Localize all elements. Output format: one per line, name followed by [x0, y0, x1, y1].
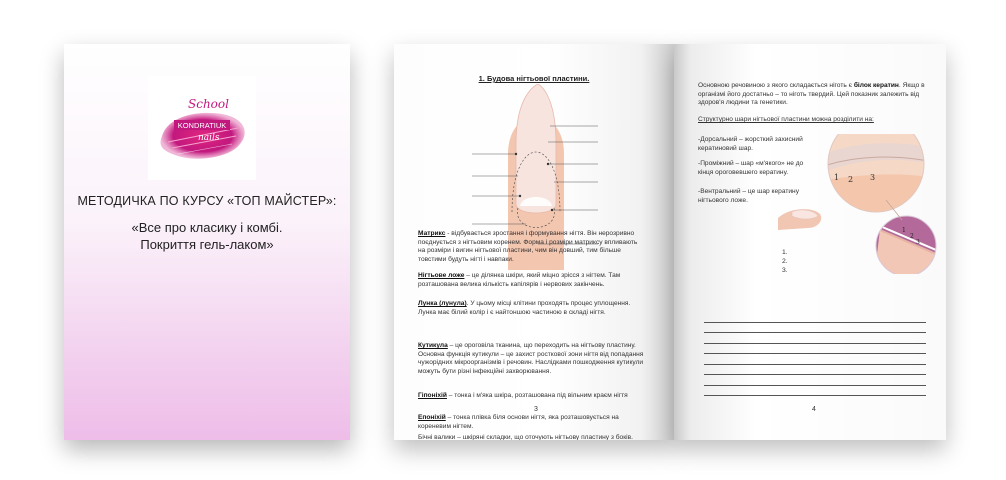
- keratin-intro-c: . Якщо в організмі його достатньо – то ніготь твердий. Цей показник залежить від здоров'я людини та генетики.: [698, 82, 925, 107]
- layer-dorsal: -Дорсальний – жорсткий захисний кератиновий шар.: [698, 136, 803, 152]
- writing-line: [704, 323, 926, 334]
- page-number-left: 3: [534, 406, 538, 413]
- cover-subtitle-line-2: Покриття гель-лаком»: [140, 237, 274, 252]
- photo-label-2: 2: [848, 175, 854, 184]
- list-item: 2.: [782, 258, 788, 265]
- page-3: [394, 44, 674, 440]
- zoom-label-2: 2: [910, 233, 914, 240]
- brochure-cover: [64, 44, 350, 440]
- writing-line: [704, 386, 926, 397]
- keratin-intro: [698, 82, 930, 108]
- nail-bed-paragraph: [418, 272, 646, 289]
- nail-bed-text: – це ділянка шкіри, який міцно зрісся з нігтем. Там розташована велика кількість капілярів і нервових закінчень.: [418, 272, 621, 288]
- hyponychium-term: Гіпоніхій: [418, 392, 447, 399]
- writing-line: [704, 354, 926, 365]
- photo-label-3: 3: [870, 173, 876, 182]
- eponychium-text: – тонка плівка біля основи нігтя, яка розташовується на кореневим нігтем.: [418, 414, 619, 430]
- page-heading: 1. Будова нігтьової пластини.: [478, 74, 590, 83]
- photo-label-1: 1: [834, 173, 840, 182]
- layer-ventral: -Вентральний – це шар кератину нігтьового ложе.: [698, 188, 799, 204]
- page-number-right: 4: [812, 406, 816, 413]
- cuticle-text: – це ороговіла тканина, що переходить на нігтьову пластину. Основна функція кутикули – це захист росткової зони нігтя від попадання чужорідних мікроорганізмів і речовин. Наслідками пошкодження кутикули можуть бути різні інфекційні захворювання.: [418, 342, 644, 375]
- lunula-term: Лунка (лунула): [418, 300, 467, 307]
- cover-subtitle: [84, 219, 330, 253]
- logo-nails-text: nails: [198, 133, 220, 143]
- list-item: 3.: [782, 267, 788, 274]
- writing-line: [704, 375, 926, 386]
- list-item: 1.: [782, 249, 788, 256]
- logo-school-text: School: [188, 97, 229, 111]
- cuticle-paragraph: [418, 342, 646, 376]
- zoom-label-1: 1: [902, 227, 906, 234]
- writing-line: [704, 312, 926, 323]
- layers-numbered-list: [782, 248, 788, 275]
- lunula-paragraph: [418, 300, 646, 317]
- finger-illustration: [778, 204, 822, 234]
- hyponychium-paragraph: [418, 392, 646, 401]
- writing-line: [704, 365, 926, 376]
- writing-lines: [704, 312, 926, 396]
- school-logo: [148, 76, 256, 180]
- cover-title: МЕТОДИЧКА ПО КУРСУ «ТОП МАЙСТЕР»:: [77, 194, 337, 208]
- writing-line: [704, 333, 926, 344]
- eponychium-term: Епоніхій: [418, 414, 446, 421]
- cut-off-paragraph: Бічні валики – шкіряні складки, що оточують нігтьову пластину з боків.: [418, 434, 633, 440]
- writing-line: [704, 344, 926, 355]
- nail-bed-term: Нігтьове ложе: [418, 272, 465, 279]
- matrix-text: - відбувається зростання і формування нігтя. Він нерозривно поєднується з нігтьовим коренем. Форма і розміри матриксу впливають на розміри і вигин нігтьової пластини, чим він довший, тим більше товстими будуть нігті і навпаки.: [418, 230, 638, 263]
- cuticle-term: Кутикула: [418, 342, 448, 349]
- cover-subtitle-line-1: «Все про класику і комбі.: [131, 220, 283, 235]
- hyponychium-text: – тонка і м'яка шкіра, розташована під вільним краєм нігтя: [446, 392, 628, 399]
- structure-heading: Структурно шари нігтьової пластини можна розділити на:: [698, 116, 874, 123]
- logo-brand-text: KONDRATIUK: [177, 121, 227, 130]
- matrix-paragraph: [418, 230, 646, 264]
- keratin-intro-a: Основною речовиною з якого складається ніготь є: [698, 82, 854, 89]
- page-4: [674, 44, 946, 440]
- matrix-term: Матрикс: [418, 230, 446, 237]
- zoom-label-3: 3: [916, 239, 920, 246]
- eponychium-paragraph: [418, 414, 646, 431]
- layer-intermediate: -Проміжний – шар «м'якого» не до кінця ороговевшего кератину.: [698, 160, 804, 176]
- nail-layers-illustration: [824, 134, 944, 274]
- lunula-text: . У цьому місці клітини проходять процес уплощення. Лунка має білий колір і є найтоншою частиною в складі нігтя.: [418, 300, 631, 316]
- keratin-term: білок кератин: [853, 82, 899, 89]
